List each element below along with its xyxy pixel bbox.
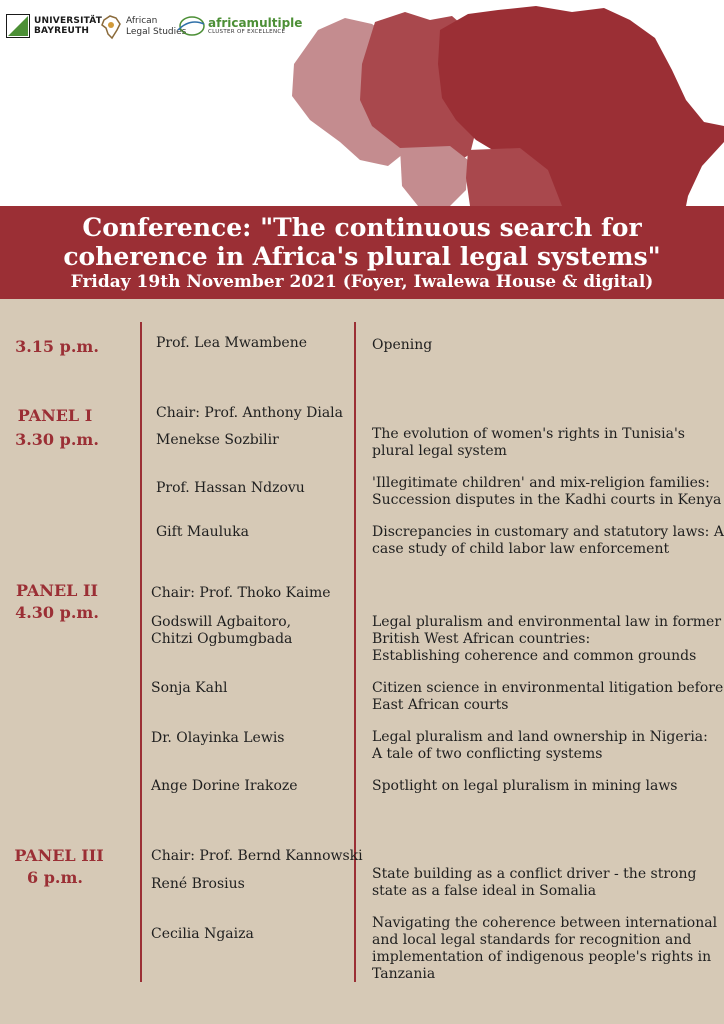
panel-chair: Chair: Prof. Bernd Kannowski [151, 848, 363, 864]
panel-label: PANEL III [14, 846, 104, 865]
opening-speaker: Prof. Lea Mwambene [156, 335, 307, 351]
talk-speaker: Prof. Hassan Ndzovu [156, 480, 305, 496]
talk-speaker: Ange Dorine Irakoze [151, 778, 298, 794]
talk-title: 'Illegitimate children' and mix-religion families: Succession disputes in the Kadhi courts in Kenya [372, 475, 722, 508]
header-image-area [0, 0, 724, 206]
panel-label: PANEL II [16, 581, 98, 600]
bayreuth-emblem-icon [6, 14, 30, 38]
talk-title: Spotlight on legal pluralism in mining laws [372, 778, 678, 794]
conference-date-location: Friday 19th November 2021 (Foyer, Iwalewa House & digital) [70, 272, 654, 292]
panel-time: 4.30 p.m. [15, 603, 99, 622]
talk-title: Legal pluralism and land ownership in Nigeria: A tale of two conflicting systems [372, 729, 708, 762]
logo-text-line: UNIVERSITÄT [34, 16, 103, 26]
logo-text-line: Legal Studies [126, 27, 187, 37]
logo-text-line: African [126, 16, 158, 26]
logo-text-line: BAYREUTH [34, 26, 90, 36]
talk-speaker: Godswill Agbaitoro, Chitzi Ogbumgbada [151, 614, 293, 647]
talk-speaker: Gift Mauluka [156, 524, 249, 540]
talk-title: The evolution of women's rights in Tunisia's plural legal system [372, 426, 685, 459]
talk-speaker: Sonja Kahl [151, 680, 228, 696]
talk-speaker: Menekse Sozbilir [156, 432, 279, 448]
talk-speaker: Cecilia Ngaiza [151, 926, 254, 942]
talk-title: Discrepancies in customary and statutory laws: A case study of child labor law enforcement [372, 524, 724, 557]
panel-time: 3.30 p.m. [15, 430, 99, 449]
panel-chair: Chair: Prof. Anthony Diala [156, 405, 343, 421]
logo-subtitle: CLUSTER OF EXCELLENCE [208, 28, 286, 35]
talk-speaker: René Brosius [151, 876, 245, 892]
column-divider [354, 322, 356, 982]
talk-title: Citizen science in environmental litigation before East African courts [372, 680, 724, 713]
panel-chair: Chair: Prof. Thoko Kaime [151, 585, 331, 601]
africa-map-light-south [400, 146, 468, 206]
column-divider [140, 322, 142, 982]
african-legal-studies-logo [100, 14, 186, 40]
university-bayreuth-logo [6, 14, 102, 38]
logo-name: africamultiple [208, 15, 303, 30]
talk-title: Legal pluralism and environmental law in former British West African countries: Establishing coherence and common grounds [372, 614, 722, 664]
africa-multiple-logo [176, 14, 302, 38]
talk-title: Navigating the coherence between international and local legal standards for recognition and implementation of indigenous people's rights in Tanzania [372, 915, 718, 982]
africa-outline-icon [100, 14, 122, 40]
opening-time: 3.15 p.m. [15, 337, 99, 356]
globe-swoosh-icon [176, 14, 206, 38]
talk-speaker: Dr. Olayinka Lewis [151, 730, 285, 746]
title-banner [0, 206, 724, 299]
opening-title: Opening [372, 337, 433, 353]
conference-title: Conference: "The continuous search for coherence in Africa's plural legal systems" [63, 213, 661, 271]
panel-time: 6 p.m. [27, 868, 83, 887]
talk-title: State building as a conflict driver - the strong state as a false ideal in Somalia [372, 866, 697, 899]
panel-label: PANEL I [17, 406, 93, 425]
